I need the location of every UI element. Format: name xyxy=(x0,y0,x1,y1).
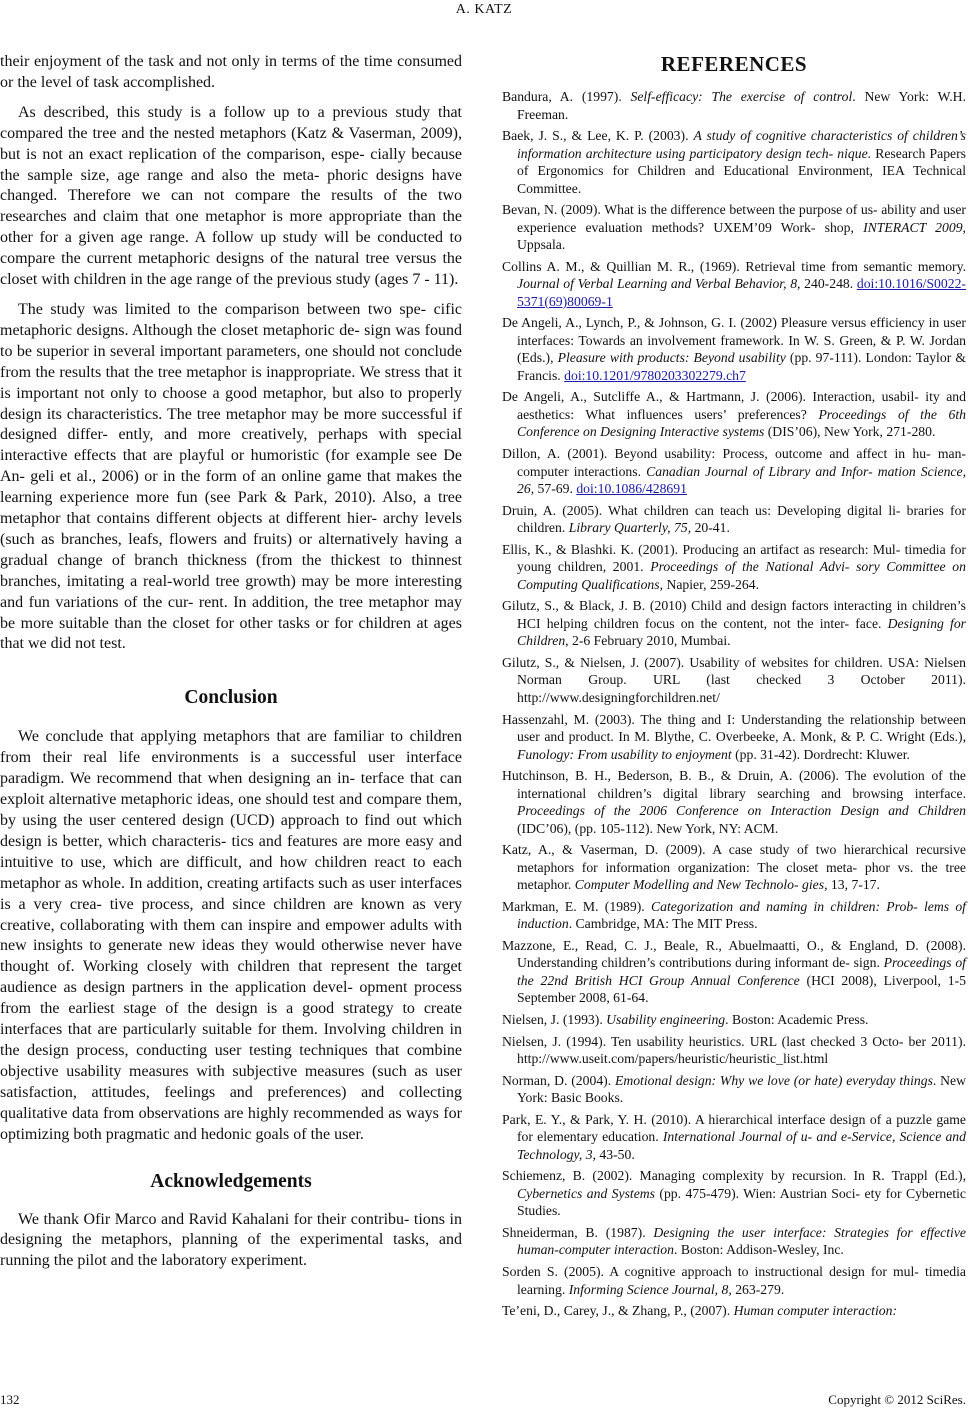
reference-text: Hassenzahl, M. (2003). The thing and I: Understanding the relationship between user and product. In M. Blythe, C. Overbeeke, A. Monk, & P. C. Wright (Eds.), xyxy=(502,711,966,745)
running-head: A. KATZ xyxy=(455,2,513,17)
reference-text: Schiemenz, B. (2002). Managing complexity by recursion. In R. Trappl (Ed.), xyxy=(502,1168,966,1184)
reference-item xyxy=(502,898,966,933)
reference-source: Human computer interaction: xyxy=(733,1303,898,1319)
reference-source: Proceedings of the National Advi- sory Committee on Computing Qualifications xyxy=(517,559,966,592)
reference-item xyxy=(502,127,966,197)
reference-text: Uppsala. xyxy=(517,237,566,253)
reference-item xyxy=(502,597,966,650)
reference-item xyxy=(502,201,966,254)
reference-list xyxy=(502,88,966,1320)
reference-source: Pleasure with products: Beyond usability xyxy=(557,350,786,366)
reference-text: Markman, E. M. (1989). xyxy=(502,898,651,914)
references-heading: REFERENCES xyxy=(660,52,808,76)
reference-text: . Boston: Academic Press. xyxy=(725,1012,869,1027)
reference-source: Designing for Children xyxy=(517,615,966,649)
reference-source: INTERACT 2009, xyxy=(863,219,966,235)
reference-source: Categorization and naming in children: Prob- lems of induction xyxy=(517,898,966,932)
reference-item xyxy=(502,841,966,894)
reference-text: . Boston: Addison-Wesley, Inc. xyxy=(674,1242,844,1258)
reference-item xyxy=(502,1167,966,1220)
reference-item xyxy=(502,1263,966,1298)
reference-text: Te’eni, D., Carey, J., & Zhang, P., (2007). xyxy=(502,1303,734,1319)
reference-text: , Napier, 259-264. xyxy=(659,576,760,592)
reference-text: . New York: W.H. Freeman. xyxy=(517,89,966,122)
reference-text: Ellis, K., & Blashki. K. (2001). Producing an artifact as research: Mul- timedia for young children, 2001. xyxy=(502,541,966,575)
reference-item xyxy=(502,1302,966,1320)
reference-text: (IDC’06), (pp. 105-112). New York, NY: ACM. xyxy=(517,820,779,836)
reference-text: (HCI 2008), Liverpool, 1-5 September 2008, 61-64. xyxy=(517,972,966,1006)
reference-text: , 2-6 February 2010, Mumbai. xyxy=(565,633,731,649)
body-paragraph-limitations: The study was limited to the comparison between two spe- cific metaphoric designs. Although the closet metaphoric de- sign was found to be superior in several important parameters, one should not conclude from the results that the tree metaphor is inappropriate. We stress that it is important not only to choose a good metaphor, but also to properly design its characteristics. The tree metaphor may be more successful if designed differ- ently, and more creatively, perhaps with special interactive effects that are playful or humoristic (for example see De An- geli et al., 2006) or in the form of an online game that makes the learning experience more fun (see Park & Park, 2010). Also, a tree metaphor that contains different objects at different hier- archy levels (such as branches, leafs, flowers and fruits) or alternatively having a gradual change of branch thickness (from the thickest to thinnest branches, imitating a real-world tree growth) may be more interesting and fun variations of the cur- rent. In addition, the tree metaphor may be more suitable than the closet for other tasks or for children at ages that we did not test. xyxy=(0,300,462,653)
reference-source: Computer Modelling and New Technolo- gies xyxy=(574,877,825,893)
reference-item xyxy=(502,1111,966,1164)
reference-source: Proceedings of the 22nd British HCI Group Annual Conference xyxy=(517,955,966,988)
reference-doi-link[interactable]: doi:10.1201/9780203302279.ch7 xyxy=(564,367,746,383)
reference-doi-link[interactable]: doi:10.1016/S0022-5371(69)80069-1 xyxy=(517,276,966,309)
reference-text: Gilutz, S., & Black, J. B. (2010) Child and design factors interacting in children’s HCI helping children focus on the content, not the inter- face. xyxy=(502,598,966,631)
reference-source: Designing the user interface: Strategies for effective human-computer interaction xyxy=(517,1224,967,1258)
reference-text: (pp. 31-42). Dordrecht: Kluwer. xyxy=(731,746,910,762)
reference-text: Sorden S. (2005). A cognitive approach to instructional design for mul- timedia learning. xyxy=(502,1264,966,1297)
reference-source: Usability engineering xyxy=(606,1012,726,1027)
page-number: 132 xyxy=(0,1392,20,1407)
reference-text: Bevan, N. (2009). What is the difference between the purpose of us- ability and user experience evaluation methods? UXEM’09 Work- shop, xyxy=(502,202,966,235)
reference-source: Cybernetics and Systems xyxy=(517,1185,656,1201)
reference-text: De Angeli, A., Lynch, P., & Johnson, G. I. (2002) Pleasure versus efficiency in user interfaces: Towards an involvement framework. In W. S. Green, & P. W. Jordan (Eds.), xyxy=(502,315,966,366)
reference-text: Shneiderman, B. (1987). xyxy=(502,1224,654,1240)
reference-text: Baek, J. S., & Lee, K. P. (2003). xyxy=(502,128,694,144)
reference-item xyxy=(502,388,966,441)
reference-source: International Journal of u- and e-Service, Science and Technology, 3, xyxy=(517,1129,966,1162)
reference-source: Canadian Journal of Library and Infor- mation Science, 26, xyxy=(517,463,966,497)
body-paragraph-acknowledgements: We thank Ofir Marco and Ravid Kahalani for their contribu- tions in designing the metaphors, planning of the experimental tasks, and running the pilot and the laboratory experiment. xyxy=(0,1210,462,1270)
reference-source: Proceedings of the 2006 Conference on Interaction Design and Children xyxy=(517,803,966,819)
reference-source: Proceedings of the 6th Conference on Designing Interactive systems xyxy=(517,406,966,440)
acknowledgements-heading: Acknowledgements xyxy=(150,1170,312,1192)
reference-text: Mazzone, E., Read, C. J., Beale, R., Abuelmaatti, O., & England, D. (2008). Understanding children’s contributions during informant de- sign. xyxy=(502,937,966,971)
reference-item xyxy=(502,654,966,707)
reference-source: Funology: From usability to enjoyment xyxy=(517,746,732,762)
reference-item xyxy=(502,314,966,384)
body-paragraph-continuation: their enjoyment of the task and not only in terms of the time consumed or the level of task accomplished. xyxy=(0,53,462,91)
reference-text: . Research Papers of Ergonomics for Children and Educational Environment, IEA Technical Committee. xyxy=(517,145,966,196)
reference-text: Gilutz, S., & Nielsen, J. (2007). Usability of websites for children. USA: Nielsen Norman Group. URL (last checked 3 October 2011). http://www.designingforchildren.net/ xyxy=(502,654,966,705)
reference-text: . New York: Basic Books. xyxy=(517,1072,966,1106)
reference-text: Druin, A. (2005). What children can teach us: Developing digital li- braries for children. xyxy=(502,502,966,536)
reference-source: Self-efficacy: The exercise of control xyxy=(630,89,853,104)
reference-doi-link[interactable]: doi:10.1086/428691 xyxy=(576,481,687,497)
reference-item xyxy=(502,937,966,1007)
reference-text: De Angeli, A., Sutcliffe A., & Hartmann, J. (2006). Interaction, usabil- ity and aesthetics: What influences users’ preferences? xyxy=(502,389,966,422)
references-section xyxy=(502,50,966,1324)
reference-text: (pp. 97-111). London: Taylor & Francis. xyxy=(517,350,966,383)
reference-source: A study of cognitive characteristics of children’s information architecture using participatory design tech- nique xyxy=(517,128,966,161)
reference-item xyxy=(502,711,966,764)
reference-item xyxy=(502,88,966,123)
reference-item xyxy=(502,1072,966,1107)
reference-text: (pp. 475-479). Wien: Austrian Soci- ety for Cybernetic Studies. xyxy=(517,1185,966,1219)
reference-text: . Cambridge, MA: The MIT Press. xyxy=(568,916,758,932)
reference-text: Collins A. M., & Quillian M. R., (1969). Retrieval time from semantic memory. xyxy=(502,258,966,274)
reference-item xyxy=(502,445,966,498)
reference-text: , 13, 7-17. xyxy=(824,877,880,893)
reference-source: Informing Science Journal, 8, xyxy=(568,1281,732,1297)
reference-item xyxy=(502,1033,966,1068)
reference-text: Hutchinson, B. H., Bederson, B. B., & Druin, A. (2006). The evolution of the international children’s digital library searching and browsing interface. xyxy=(502,768,966,801)
reference-text: 57-69. xyxy=(534,481,577,497)
reference-item xyxy=(502,1011,966,1029)
reference-item xyxy=(502,1224,966,1259)
reference-text: Nielsen, J. (1993). xyxy=(502,1012,607,1027)
reference-text: Norman, D. (2004). xyxy=(502,1072,615,1088)
body-paragraph-conclusion: We conclude that applying metaphors that are familiar to children from their real life environments is a successful user interface paradigm. We recommend that when designing an in- terface that can exploit alternative metaphoric ideas, one should test and compare them, by using the user centered design (UCD) approach to find out which design is better, which characteris- tics and features are more easy and intuitive to use, which are difficult, and how children react to each metaphor as whole. In addition, creating artifacts such as user interfaces is a very crea- tive process, and since children are known as very creative, collaborating with them can inspire and empower adults with new insights to generate new ideas they would otherwise never have thought of. Working closely with children that represent the target audience as design partners in the application devel- opment process from the earliest stage of the design is a good strategy to create interfaces that are particularly suitable for them. Involving children in the design process, conducting user testing techniques that combine objective usability measures with subjective measures (such as user satisfaction, attitudes, feelings and preferences) and collecting qualitative data from observations are highly recommended as ways for optimizing both pragmatic and hedonic goals of the user. xyxy=(0,728,462,1143)
left-column xyxy=(0,52,462,1272)
reference-text: Dillon, A. (2001). Beyond usability: Process, outcome and affect in hu- man-computer interactions. xyxy=(502,446,966,479)
reference-text: Park, E. Y., & Park, Y. H. (2010). A hierarchical interface design of a puzzle game for elementary education. xyxy=(502,1111,966,1145)
copyright-notice: Copyright © 2012 SciRes. xyxy=(828,1392,966,1407)
body-paragraph-followup: As described, this study is a follow up to a previous study that compared the tree and the nested metaphors (Katz & Vaserman, 2009), but is not an exact replication of the comparison, espe- cially because the sample size, age range and also the meta- phoric designs have changed. Therefore we can not compare the results of the two researches and claim that one metaphor is more appropriate than the other for a given age range. A follow up study will be conducted to compare the current metaphoric designs of the natural tree versus the closet with children in the age range of the previous study (ages 7 - 11). xyxy=(0,103,462,289)
reference-text: Nielsen, J. (1994). Ten usability heuristics. URL (last checked 3 Octo- ber 2011). http://www.useit.com/papers/heuristic/heuristic_list.html xyxy=(502,1033,966,1067)
reference-item xyxy=(502,541,966,594)
reference-item xyxy=(502,258,966,311)
reference-item xyxy=(502,502,966,537)
reference-text: 240-248. xyxy=(800,276,857,292)
reference-source: Library Quarterly, 75, xyxy=(568,520,692,536)
reference-text: 43-50. xyxy=(595,1146,635,1162)
reference-text: 20-41. xyxy=(691,520,730,536)
reference-source: Emotional design: Why we love (or hate) everyday things xyxy=(614,1072,933,1088)
reference-source: Journal of Verbal Learning and Verbal Behavior, 8, xyxy=(517,276,801,292)
reference-text: 263-279. xyxy=(731,1281,785,1297)
reference-item xyxy=(502,767,966,837)
reference-text: Katz, A., & Vaserman, D. (2009). A case study of two hierarchical recursive metaphors for information organization: The closet meta- phor vs. the tree metaphor. xyxy=(502,842,966,893)
reference-text: Bandura, A. (1997). xyxy=(502,89,631,104)
reference-text: (DIS’06), New York, 271-280. xyxy=(764,424,936,440)
conclusion-heading: Conclusion xyxy=(184,687,278,709)
